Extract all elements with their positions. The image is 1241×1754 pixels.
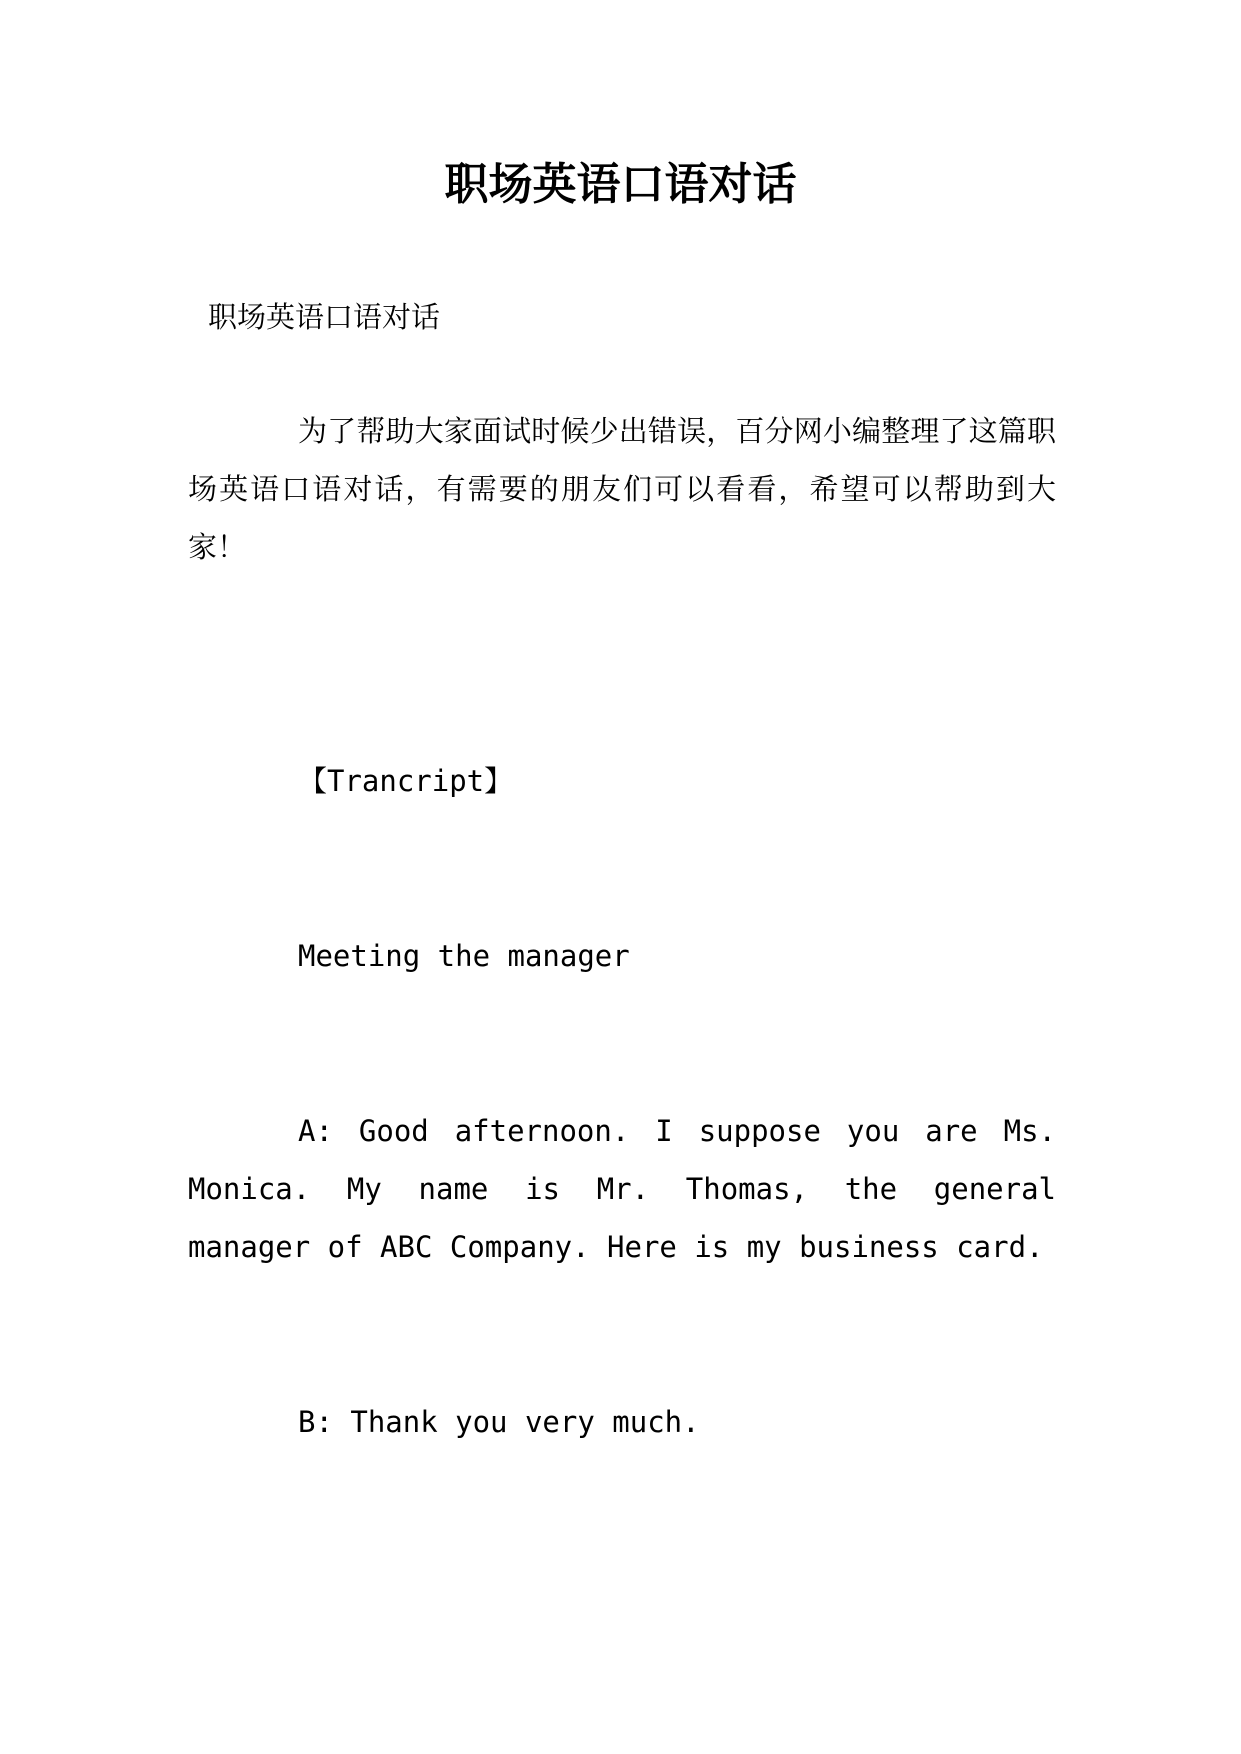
dialogue-line-b: B: Thank you very much.: [298, 1405, 700, 1439]
document-title: 职场英语口语对话: [444, 159, 797, 210]
transcript-label: 【Trancript】: [298, 764, 514, 798]
dialogue-line-a: A: Good afternoon. I suppose you are Ms. Monica. My name is Mr. Thomas, the general manager of ABC Company. Here is my business card.: [188, 1114, 1056, 1264]
document-subtitle: 职场英语口语对话: [208, 300, 441, 334]
intro-paragraph: 为了帮助大家面试时候少出错误，百分网小编整理了这篇职场英语口语对话，有需要的朋友们可以看看，希望可以帮助到大家！: [188, 414, 1056, 564]
section-heading: Meeting the manager: [298, 939, 630, 973]
